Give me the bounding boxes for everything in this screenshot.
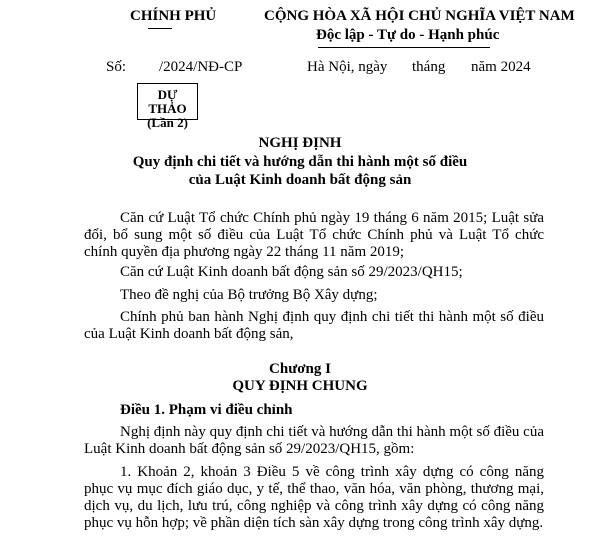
preamble-text: Căn cứ Luật Tổ chức Chính phủ ngày 19 tháng 6 năm 2015; Luật sửa đổi, bổ sung một số điều của Luật Tổ chức Chính phủ và Luật Tổ chức chính quyền địa phương ngày 22 tháng 11 năm 2019; — [84, 210, 544, 260]
draft-label: DỰ THẢO — [148, 87, 187, 116]
draft-revision: (Lần 2) — [147, 115, 188, 130]
place-date: Hà Nội, ngày — [307, 59, 388, 75]
article-1-intro-text: Nghị định này quy định chi tiết và hướng dẫn thi hành một số điều của Luật Kinh doanh bất động sản số 29/2023/QH15, gồm: — [84, 424, 544, 457]
preamble-text: Chính phủ ban hành Nghị định quy định chi tiết thi hành một số điều của Luật Kinh doanh bất động sản, — [84, 309, 544, 342]
draft-stamp-box — [137, 83, 198, 130]
chapter-label: Chương I — [269, 361, 331, 377]
document-number-label: Số: — [106, 59, 127, 75]
nation-title: CỘNG HÒA XÃ HỘI CHỦ NGHĨA VIỆT NAM — [264, 8, 575, 24]
article-1-item-1 — [84, 464, 544, 532]
preamble-text: Căn cứ Luật Kinh doanh bất động sản số 29/2023/QH15; — [120, 264, 463, 280]
article-1-item-1-text: 1. Khoản 2, khoản 3 Điều 5 về công trình xây dựng có công năng phục vụ mục đích giáo dục, y tế, thể thao, văn hóa, văn phòng, thương mại, dịch vụ, du lịch, lưu trú, công nghiệp và công trình xây dựng có công năng phục vụ hỗn hợp; về phần diện tích sàn xây dựng trong công trình xây dựng. — [84, 464, 544, 531]
preamble-legal-basis-1 — [84, 210, 544, 261]
date-year: năm 2024 — [471, 59, 531, 75]
chapter-title: QUY ĐỊNH CHUNG — [232, 378, 368, 394]
article-1-intro — [84, 424, 544, 458]
preamble-legal-basis-2 — [84, 264, 544, 281]
article-1-heading: Điều 1. Phạm vi điều chỉnh — [120, 402, 293, 418]
decree-title-line-1: Quy định chi tiết và hướng dẫn thi hành một số điều — [132, 154, 468, 170]
date-month-word: tháng — [412, 59, 446, 75]
national-motto: Độc lập - Tự do - Hạnh phúc — [316, 27, 500, 43]
motto-underline — [318, 47, 490, 48]
decree-type: NGHỊ ĐỊNH — [258, 135, 342, 151]
preamble-enactment — [84, 309, 544, 343]
preamble-proposal — [84, 287, 544, 304]
document-number: /2024/NĐ-CP — [159, 59, 243, 75]
agency-underline — [148, 28, 172, 29]
agency-name: CHÍNH PHỦ — [130, 8, 217, 24]
decree-title-line-2: của Luật Kinh doanh bất động sản — [188, 172, 412, 188]
preamble-text: Theo đề nghị của Bộ trưởng Bộ Xây dựng; — [120, 287, 378, 303]
